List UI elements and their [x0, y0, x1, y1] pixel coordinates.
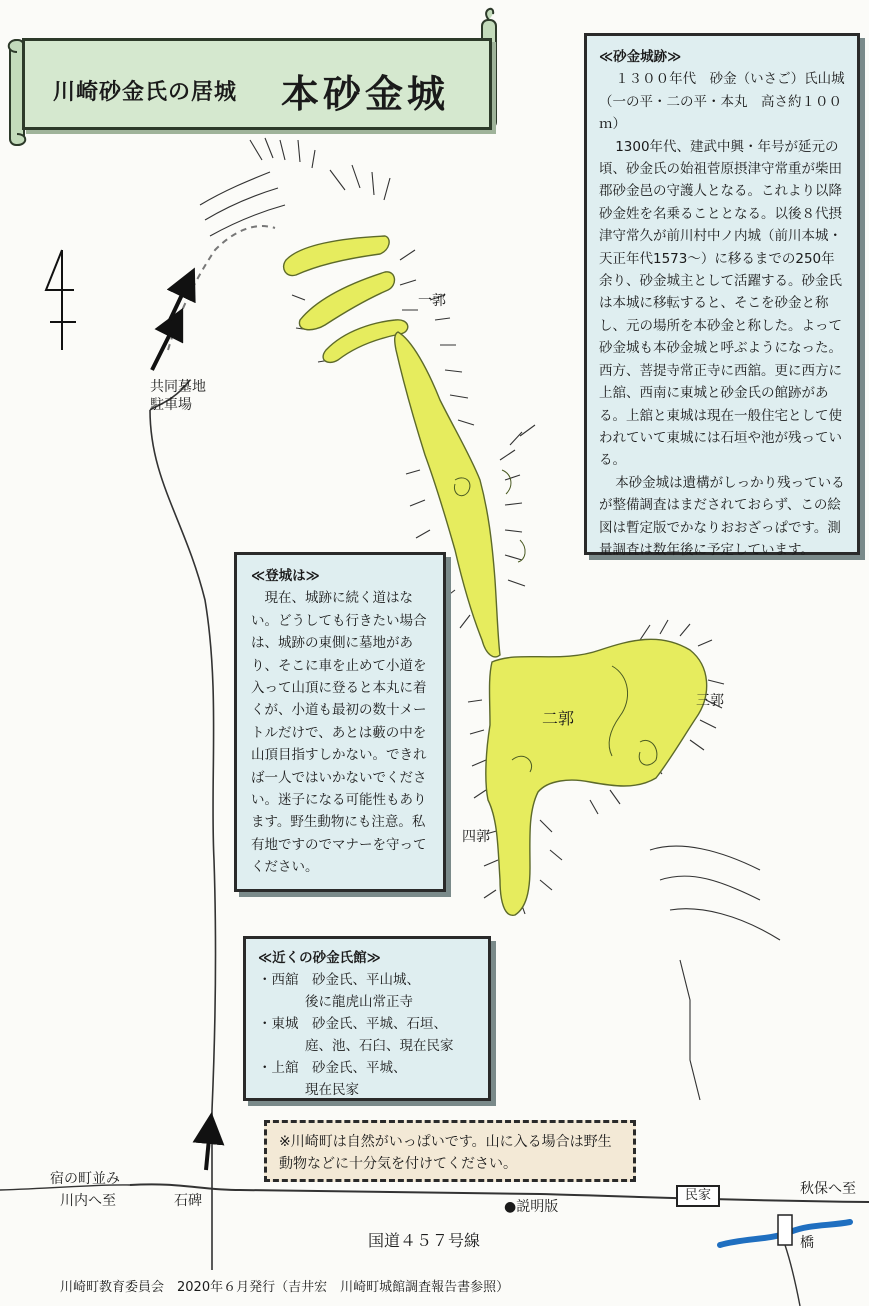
label-akiu: 秋保へ至	[800, 1181, 856, 1197]
nearby-item: ・西舘 砂金氏、平山城、	[258, 972, 420, 988]
nearby-residences-panel	[243, 936, 491, 1101]
label-sankuruwa: 三郭	[696, 693, 724, 709]
label-parking-line1: 共同墓地	[150, 379, 206, 395]
nearby-item-detail: 庭、池、石臼、現在民家	[305, 1038, 454, 1054]
label-nikuruwa: 二郭	[542, 709, 575, 728]
enclosure-nikuruwa	[486, 639, 707, 915]
history-heading: ≪砂金城跡≫	[599, 49, 682, 65]
label-yonkuruwa: 四郭	[462, 829, 490, 845]
nearby-item-detail: 現在民家	[305, 1082, 359, 1098]
bridge-icon	[778, 1215, 792, 1245]
label-sekihi: 石碑	[174, 1193, 202, 1209]
label-parking-line2: 駐車場	[150, 397, 192, 413]
label-route-457: 国道４５７号線	[368, 1231, 481, 1250]
climb-text: 現在、城跡に続く道はない。どうしても行きたい場合は、城跡の東側に墓地があり、そこに車を止めて小道を入って山頂に登ると本丸に着くが、小道も最初の数十メートルだけで、あとは藪の中を山頂目指すしかない。できれば一人ではいかないでください。迷子になる可能性もあります。野生動物にも注意。私有地ですのでマナーを守ってください。	[251, 590, 427, 876]
nearby-item: ・上舘 砂金氏、平城、	[258, 1060, 407, 1076]
local-road	[150, 410, 215, 1270]
label-shuku-line1: 宿の町並み	[50, 1171, 120, 1187]
nearby-item: ・東城 砂金氏、平城、石垣、	[258, 1016, 447, 1032]
safety-notice: ※川崎町は自然がいっぱいです。山に入る場合は野生動物などに十分気を付けてください。	[264, 1120, 636, 1182]
label-ichikuruwa: 一郭	[418, 293, 446, 309]
nearby-heading: ≪近くの砂金氏館≫	[258, 950, 381, 966]
nearby-item-detail: 後に龍虎山常正寺	[305, 994, 413, 1010]
climb-heading: ≪登城は≫	[251, 568, 320, 584]
history-paragraph: 1300年代、建武中興・年号が延元の頃、砂金氏の始祖菅原摂津守常重が柴田郡砂金邑の守護人となる。これより以降砂金姓を名乗ることとなる。以後８代摂津守常久が前川村中ノ内城（前川本城・天正年代1573～）に移るまでの250年余り、砂金城主として活躍する。砂金氏は本城に移転すると、そこを砂金と称し、元の場所を本砂金と称した。よって砂金城も本砂金城と呼ぶようになった。西方、菩提寺常正寺に西舘。更に西方に上舘、西南に東城と砂金氏の館跡がある。上舘と東城は現在一般住宅として使われていて東城には石垣や池が残っている。	[599, 138, 842, 469]
history-paragraph: １３００年代 砂金（いさご）氏山城（一の平・二の平・本丸 高さ約１００ｍ）	[599, 71, 845, 133]
title-banner	[22, 38, 492, 130]
label-bridge: 橋	[800, 1235, 814, 1251]
history-paragraph: 本砂金城は遺構がしっかり残っているが整備調査はまだされておらず、この絵図は暫定版でかなりおおざっぱです。測量調査は数年後に予定しています。	[599, 474, 845, 558]
banner-title: 本砂金城	[281, 72, 450, 116]
route-457-road	[130, 1184, 869, 1202]
climb-info-panel	[234, 552, 446, 892]
label-shuku-line2: 川内へ至	[60, 1193, 116, 1209]
enclosure-ichikuruwa	[299, 272, 394, 330]
north-arrow-icon	[46, 250, 76, 350]
direction-arrow-icon	[152, 282, 210, 1170]
history-panel	[584, 33, 860, 558]
enclosure-top	[284, 236, 390, 276]
footer-credit: 川崎町教育委員会 2020年６月発行（吉井宏 川崎町城館調査報告書参照）	[60, 1280, 510, 1295]
label-setsumeiban: ●説明版	[504, 1199, 559, 1215]
banner-subtitle: 川崎砂金氏の居城	[53, 80, 238, 105]
label-minka: 民家	[676, 1185, 720, 1207]
